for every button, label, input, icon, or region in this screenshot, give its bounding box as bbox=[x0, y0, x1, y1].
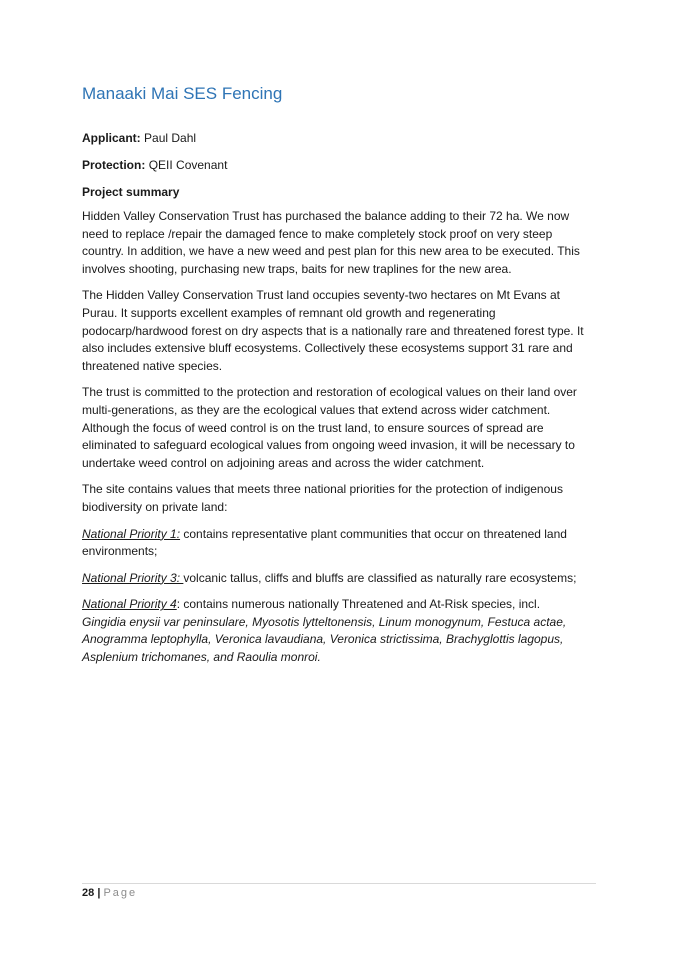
page-footer bbox=[82, 886, 137, 900]
species-list: Gingidia enysii var peninsulare, Myosotis lytteltonensis, Linum monogynum, Festuca actae, Anogramma leptophylla, Veronica lavaudiana, Veronica strictissima, Brachyglottis lagopus, Asplenium trichomanes, and Raoulia monroi. bbox=[82, 614, 567, 665]
project-summary-heading: Project summary bbox=[82, 185, 180, 199]
footer-separator: | bbox=[97, 887, 101, 899]
priority-label: National Priority 4 bbox=[82, 597, 177, 612]
priority-label: National Priority 3: bbox=[82, 570, 184, 585]
priority-text: contains representative plant communities that occur on threatened land environments; bbox=[82, 526, 567, 559]
applicant-value: Paul Dahl bbox=[144, 131, 197, 145]
protection-field bbox=[82, 157, 596, 173]
applicant-field bbox=[82, 130, 596, 146]
summary-paragraph-3: The trust is committed to the protection and restoration of ecological values on their land over multi-generations, as they are the ecological values that extend across wider catchment. Although the focus of weed control is on the trust land, to ensure sources of spread are eliminated to safeguard ecological values from ongoing weed invasion, it will be necessary to undertake weed control on adjoining areas and across the wider catchment. bbox=[82, 385, 577, 470]
national-priority-1 bbox=[82, 526, 596, 561]
national-priority-4 bbox=[82, 596, 596, 666]
summary-paragraph-1: Hidden Valley Conservation Trust has purchased the balance adding to their 72 ha. We now need to replace /repair the damaged fence to make completely stock proof on very steep country. In addition, we have a new weed and pest plan for this new area to be executed. This involves shooting, purchasing new traps, baits for new traplines for the new area. bbox=[82, 209, 580, 276]
priority-text: : contains numerous nationally Threatened and At-Risk species, incl. bbox=[176, 597, 541, 612]
protection-value: QEII Covenant bbox=[148, 158, 228, 172]
protection-label: Protection: bbox=[82, 158, 146, 172]
footer-divider bbox=[82, 883, 596, 884]
national-priority-3 bbox=[82, 570, 596, 588]
priority-text: volcanic tallus, cliffs and bluffs are classified as naturally rare ecosystems; bbox=[183, 570, 577, 585]
applicant-label: Applicant: bbox=[82, 131, 141, 145]
page-label: Page bbox=[103, 887, 138, 899]
summary-paragraph-2: The Hidden Valley Conservation Trust land occupies seventy-two hectares on Mt Evans at Purau. It supports excellent examples of remnant old growth and regenerating podocarp/hardwood forest on dry aspects that is a nationally rare and threatened forest type. It also includes extensive bluff ecosystems. Collectively these ecosystems support 31 rare and threatened native species. bbox=[82, 288, 584, 373]
summary-paragraph-4: The site contains values that meets three national priorities for the protection of indigenous biodiversity on private land: bbox=[82, 482, 563, 514]
document-title: Manaaki Mai SES Fencing bbox=[82, 84, 283, 103]
document-page bbox=[82, 82, 596, 676]
page-number: 28 bbox=[82, 887, 95, 899]
priority-label: National Priority 1: bbox=[82, 526, 181, 541]
